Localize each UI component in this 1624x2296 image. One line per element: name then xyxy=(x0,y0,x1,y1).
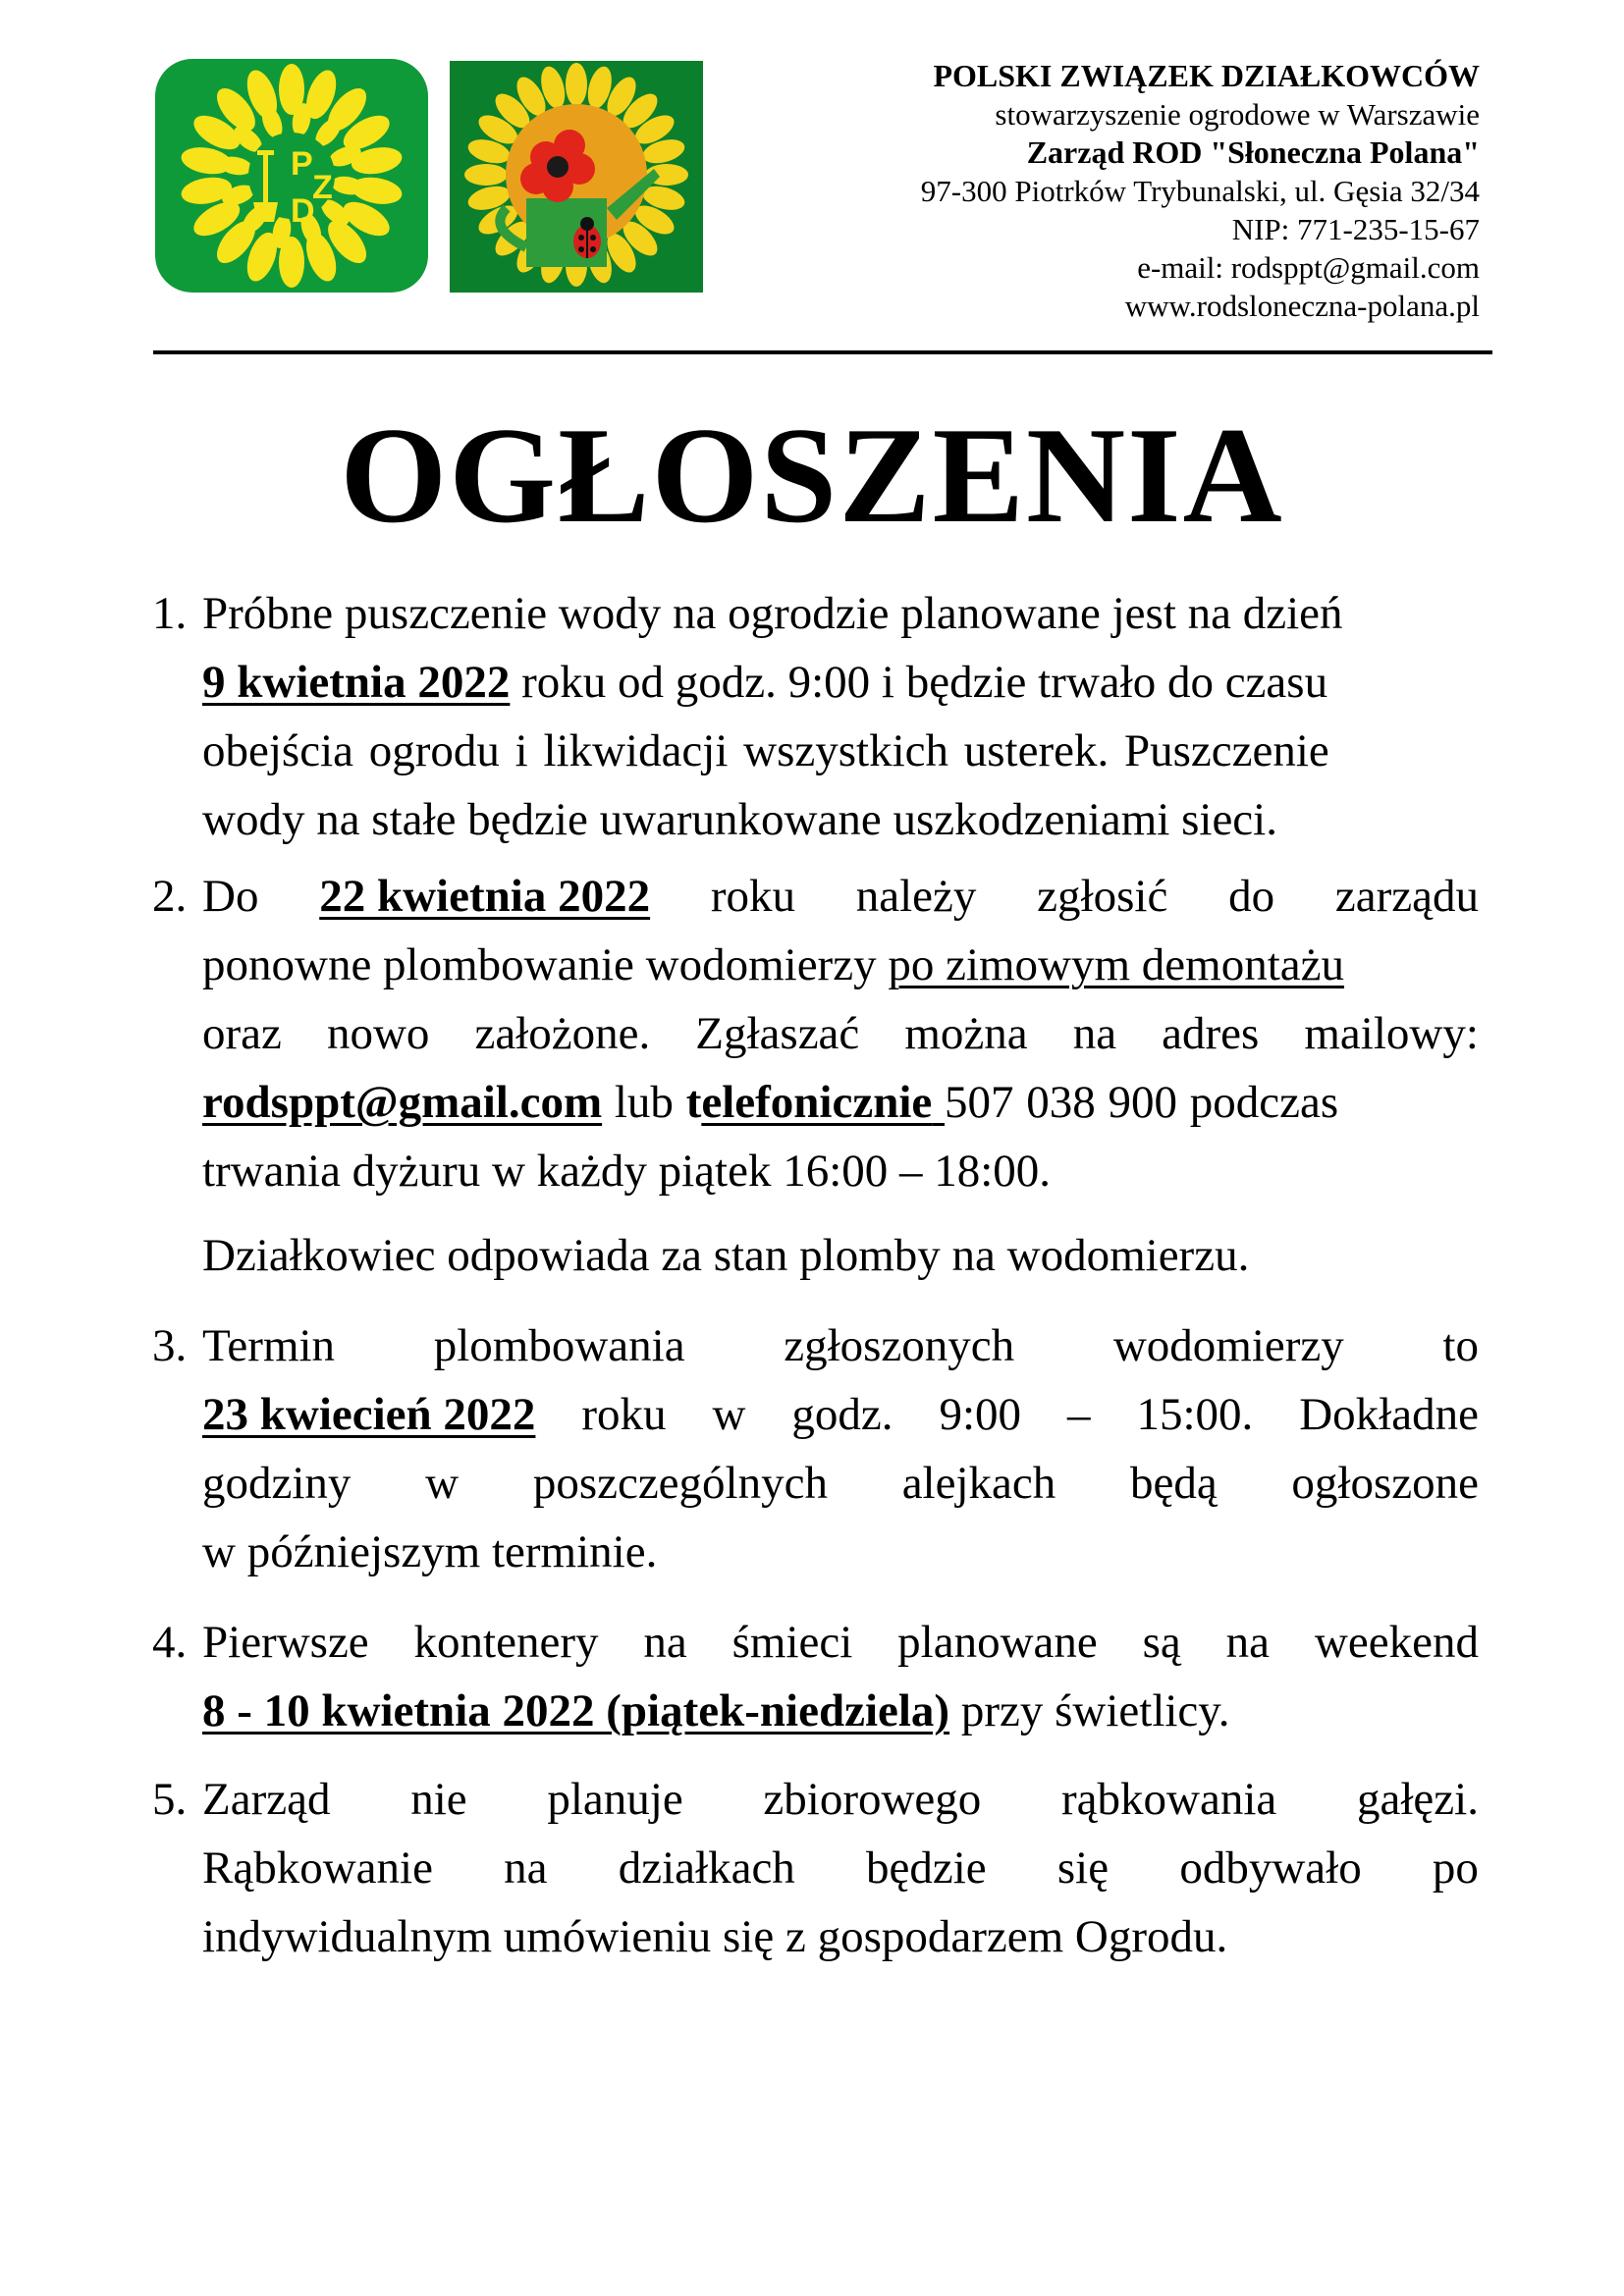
item-line xyxy=(202,1311,1479,1380)
word: Pierwsze xyxy=(202,1617,369,1668)
item-body xyxy=(202,1608,1479,1745)
highlighted-date: 22 kwietnia 2022 xyxy=(319,871,651,922)
word: działkach xyxy=(618,1842,795,1894)
word: Dokładne xyxy=(1299,1389,1479,1440)
word: plombowania xyxy=(433,1320,685,1371)
highlighted-date: 8 - 10 kwietnia 2022 (piątek-niedziela) xyxy=(202,1685,950,1736)
word: to xyxy=(1442,1320,1479,1371)
underlined-phrase: po zimowym demontażu xyxy=(888,939,1345,990)
item-line: indywidualnym umówieniu się z gospodarzem Ogrodu. xyxy=(202,1911,1228,1962)
word: należy xyxy=(855,871,977,922)
word: Termin xyxy=(202,1320,336,1371)
phone-label-first-letter: t xyxy=(685,1077,702,1128)
nip-number: NIP: 771-235-15-67 xyxy=(1231,212,1480,246)
word: zbiorowego xyxy=(763,1774,982,1825)
word: planowane xyxy=(897,1617,1098,1668)
word: planuje xyxy=(547,1774,683,1825)
word: godz. xyxy=(791,1389,893,1440)
word: poszczególnych xyxy=(532,1458,828,1509)
org-name: POLSKI ZWIĄZEK DZIAŁKOWCÓW xyxy=(933,58,1480,93)
item-body xyxy=(202,579,1479,854)
word: na xyxy=(643,1617,687,1668)
rod-logo xyxy=(450,61,703,293)
email-link[interactable]: rodsppt@gmail.com xyxy=(202,1077,603,1128)
email-address: e-mail: rodsppt@gmail.com xyxy=(1137,250,1480,285)
pzd-letter-d: D xyxy=(291,192,315,230)
item-line: Próbne puszczenie wody na ogrodzie planowane jest na dzień xyxy=(202,588,1343,639)
word: wodomierzy xyxy=(1112,1320,1344,1371)
word: weekend xyxy=(1314,1617,1479,1668)
word: nie xyxy=(410,1774,467,1825)
line-text: ponowne plombowanie wodomierzy xyxy=(202,939,889,990)
item-body xyxy=(202,862,1479,1290)
word: Zarząd xyxy=(202,1774,331,1825)
item-line: w późniejszym terminie. xyxy=(202,1526,658,1577)
item-line: Działkowiec odpowiada za stan plomby na wodomierzu. xyxy=(202,1230,1250,1281)
item-line: wody na stałe będzie uwarunkowane uszkodzeniami sieci. xyxy=(202,794,1277,845)
word: na xyxy=(1225,1617,1271,1668)
item-line: obejścia ogrodu i likwidacji wszystkich usterek. Puszczenie xyxy=(202,725,1329,776)
pzd-logo xyxy=(155,59,428,293)
word: Zgłaszać xyxy=(695,1008,860,1059)
word: mailowy: xyxy=(1304,1008,1479,1059)
word: nowo xyxy=(326,1008,430,1059)
item-line xyxy=(202,1608,1479,1677)
word: roku xyxy=(710,871,795,922)
pzd-logo-graphic xyxy=(155,59,428,293)
word: w xyxy=(712,1389,746,1440)
word: założone. xyxy=(474,1008,651,1059)
word: roku xyxy=(581,1389,667,1440)
header-divider xyxy=(153,350,1492,354)
item-line xyxy=(202,862,1479,931)
org-subtitle: stowarzyszenie ogrodowe w Warszawie xyxy=(995,97,1480,132)
word: oraz xyxy=(202,1008,282,1059)
highlighted-date: 9 kwietnia 2022 xyxy=(202,657,511,708)
item-number: 1. xyxy=(152,588,188,639)
word: 9:00 xyxy=(939,1389,1022,1440)
highlighted-date: 23 kwiecień 2022 xyxy=(202,1389,536,1440)
word: odbywało xyxy=(1179,1842,1362,1894)
line-text: przy świetlicy. xyxy=(949,1685,1230,1736)
item-line: trwania dyżuru w każdy piątek 16:00 – 18:00. xyxy=(202,1146,1052,1197)
word: do xyxy=(1228,871,1275,922)
word: zgłosić xyxy=(1037,871,1168,922)
address: 97-300 Piotrków Trybunalski, ul. Gęsia 32/34 xyxy=(920,174,1480,208)
rod-logo-graphic xyxy=(450,61,703,293)
page-title: OGŁOSZENIA xyxy=(340,400,1284,552)
word: się xyxy=(1056,1842,1110,1894)
word: będzie xyxy=(866,1842,987,1894)
line-text: roku od godz. 9:00 i będzie trwało do czasu xyxy=(510,657,1328,708)
board-name: Zarząd ROD "Słoneczna Polana" xyxy=(1026,134,1480,170)
line-text: lub xyxy=(602,1077,686,1128)
word: kontenery xyxy=(413,1617,599,1668)
word: zarządu xyxy=(1334,871,1479,922)
word: są xyxy=(1142,1617,1181,1668)
website: www.rodsloneczna-polana.pl xyxy=(1124,289,1480,323)
word: alejkach xyxy=(901,1458,1056,1509)
word: Do xyxy=(202,871,259,922)
item-line xyxy=(202,1380,1479,1449)
item-body xyxy=(202,1311,1479,1586)
word: 15:00. xyxy=(1136,1389,1254,1440)
item-number: 2. xyxy=(152,871,188,922)
word: godziny xyxy=(202,1458,352,1509)
item-line xyxy=(202,931,1479,999)
word: po xyxy=(1432,1842,1479,1894)
phone-number: 507 038 900 podczas xyxy=(945,1077,1339,1128)
item-number: 5. xyxy=(152,1774,188,1825)
item-line xyxy=(202,999,1479,1068)
word: na xyxy=(504,1842,548,1894)
word: rąbkowania xyxy=(1061,1774,1277,1825)
word: w xyxy=(425,1458,460,1509)
phone-label-space xyxy=(932,1077,945,1128)
word: Rąbkowanie xyxy=(202,1842,433,1894)
word: można xyxy=(904,1008,1028,1059)
item-line xyxy=(202,648,1479,717)
word: gałęzi. xyxy=(1357,1774,1479,1825)
item-line xyxy=(202,1677,1479,1745)
item-line xyxy=(202,1765,1479,1834)
item-number: 4. xyxy=(152,1617,188,1668)
word: na xyxy=(1072,1008,1117,1059)
word: – xyxy=(1066,1389,1091,1440)
item-line xyxy=(202,1449,1479,1518)
word: adres xyxy=(1162,1008,1260,1059)
phone-label: elefonicznie xyxy=(701,1077,933,1128)
word: zgłoszonych xyxy=(784,1320,1015,1371)
item-line xyxy=(202,1834,1479,1902)
item-body xyxy=(202,1765,1479,1971)
item-number: 3. xyxy=(152,1320,188,1371)
word: będą xyxy=(1129,1458,1218,1509)
pzd-letter-z: Z xyxy=(312,169,333,206)
item-line xyxy=(202,1068,1479,1137)
organization-header xyxy=(733,57,1480,325)
pzd-letter-p: P xyxy=(291,145,313,183)
word: ogłoszone xyxy=(1291,1458,1479,1509)
word: śmieci xyxy=(731,1617,853,1668)
